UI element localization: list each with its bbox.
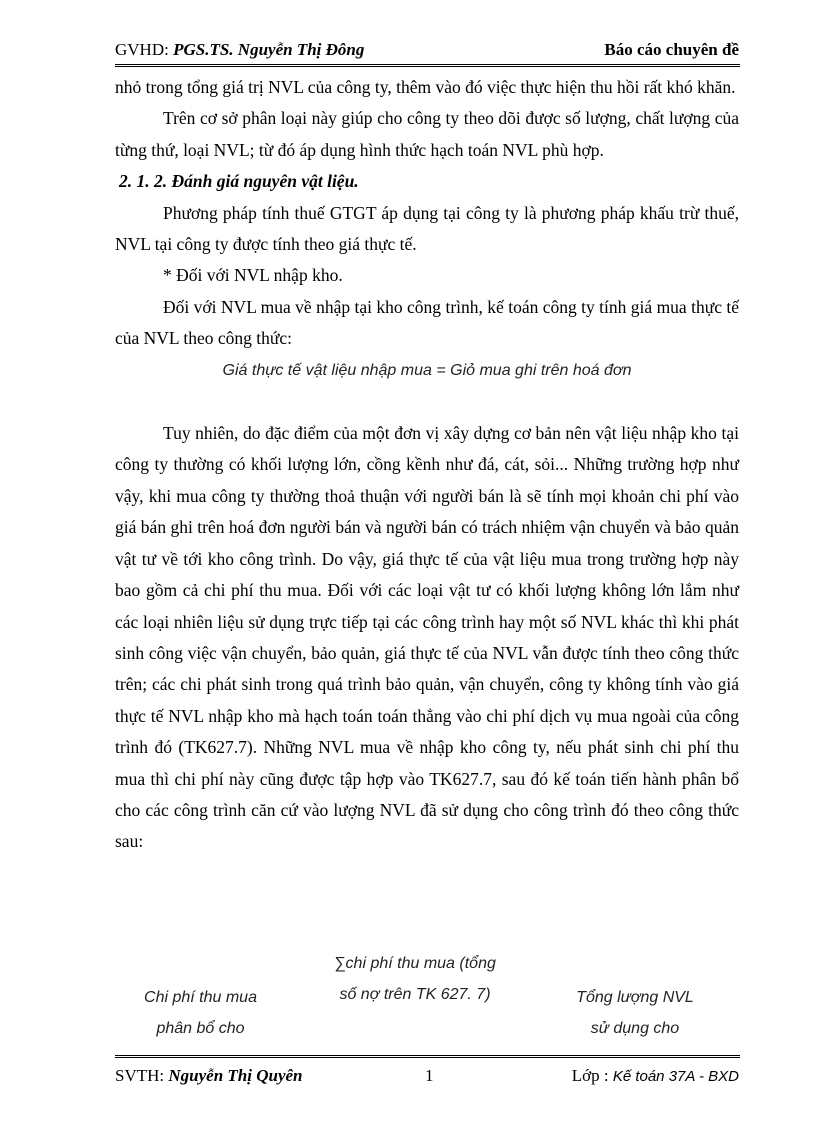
section-heading: 2. 1. 2. Đánh giá nguyên vật liệu.: [119, 171, 359, 192]
allocation-formula: [115, 948, 739, 1048]
formula-middle-line1: ∑chi phí thu mua (tổng: [334, 955, 496, 972]
paragraph-5: Đối với NVL mua về nhập tại kho công trình, kế toán công ty tính giá mua thực tế của NVL theo công thức:: [115, 296, 739, 349]
advisor-line: [115, 40, 364, 60]
paragraph-3: Phương pháp tính thuế GTGT áp dụng tại công ty là phương pháp khấu trừ thuế, NVL tại công ty được tính theo giá thực tế.: [115, 202, 739, 255]
page-footer: [115, 1066, 739, 1090]
student-name: Nguyễn Thị Quyên: [168, 1066, 303, 1085]
class-value: Kế toán 37A - BXD: [612, 1068, 739, 1085]
formula-left-line2: phân bổ cho: [156, 1020, 245, 1037]
student-label: SVTH:: [115, 1066, 165, 1085]
page-header: [115, 38, 739, 62]
advisor-name: PGS.TS. Nguyễn Thị Đông: [173, 40, 365, 59]
page-number: 1: [425, 1066, 434, 1085]
student-line: [115, 1066, 303, 1086]
paragraph-1: nhỏ trong tổng giá trị NVL của công ty, thêm vào đó việc thực hiện thu hồi rất khó khăn.: [115, 77, 736, 97]
paragraph-4: * Đối với NVL nhập kho.: [163, 265, 343, 286]
formula-right-line1: Tổng lượng NVL: [576, 989, 694, 1006]
formula-right: [555, 982, 715, 1044]
class-label: Lớp :: [571, 1066, 609, 1085]
formula-middle: [315, 948, 515, 1010]
formula-left: [133, 982, 268, 1044]
footer-divider: [115, 1055, 740, 1061]
header-divider: [115, 64, 740, 70]
formula-middle-line2: số nợ trên TK 627. 7): [339, 986, 491, 1003]
formula-purchase-price: Giá thực tế vật liệu nhập mua = Giỏ mua ghi trên hoá đơn: [222, 361, 632, 379]
formula-left-line1: Chi phí thu mua: [144, 989, 257, 1006]
formula-right-line2: sử dụng cho: [590, 1020, 680, 1037]
paragraph-2: Trên cơ sở phân loại này giúp cho công ty theo dõi được số lượng, chất lượng của từng thứ, loại NVL; từ đó áp dụng hình thức hạch toán NVL phù hợp.: [115, 108, 739, 160]
report-title: Báo cáo chuyên đề: [604, 40, 739, 59]
advisor-label: GVHD:: [115, 40, 169, 59]
paragraph-6: Tuy nhiên, do đặc điểm của một đơn vị xây dựng cơ bản nên vật liệu nhập kho tại công ty thường có khối lượng lớn, cồng kềnh như đá, cát, sỏi... Những trường hợp như vậy, khi mua công ty thường thoả thuận với người bán là sẽ tính mọi khoản chi phí vào giá bán ghi trên hoá đơn người bán và người bán có trách nhiệm vận chuyển và bảo quản vật tư về tới kho công trình. Do vậy, giá thực tế của vật liệu mua trong trường hợp này bao gồm cả chi phí thu mua. Đối với các loại vật tư có khối lượng không lớn lắm như các loại nhiên liệu sử dụng trực tiếp tại các công trình hay một số NVL khác thì khi phát sinh công việc vận chuyển, bảo quản, giá thực tế của NVL vẫn được tính theo công thức trên; các chi phát sinh trong quá trình bảo quản, vận chuyển, công ty không tính vào giá thực tế NVL nhập kho mà hạch toán toán thẳng vào chi phí dịch vụ mua ngoài của công trình đó (TK627.7). Những NVL mua về nhập kho công ty, nếu phát sinh chi phí thu mua thì chi phí này cũng được tập hợp vào TK627.7, sau đó kế toán tiến hành phân bổ cho các công trình căn cứ vào lượng NVL đã sử dụng cho công trình đó theo công thức sau:: [115, 423, 739, 852]
class-line: [572, 1066, 739, 1086]
document-body: [115, 72, 739, 858]
blank-space: [115, 386, 739, 418]
